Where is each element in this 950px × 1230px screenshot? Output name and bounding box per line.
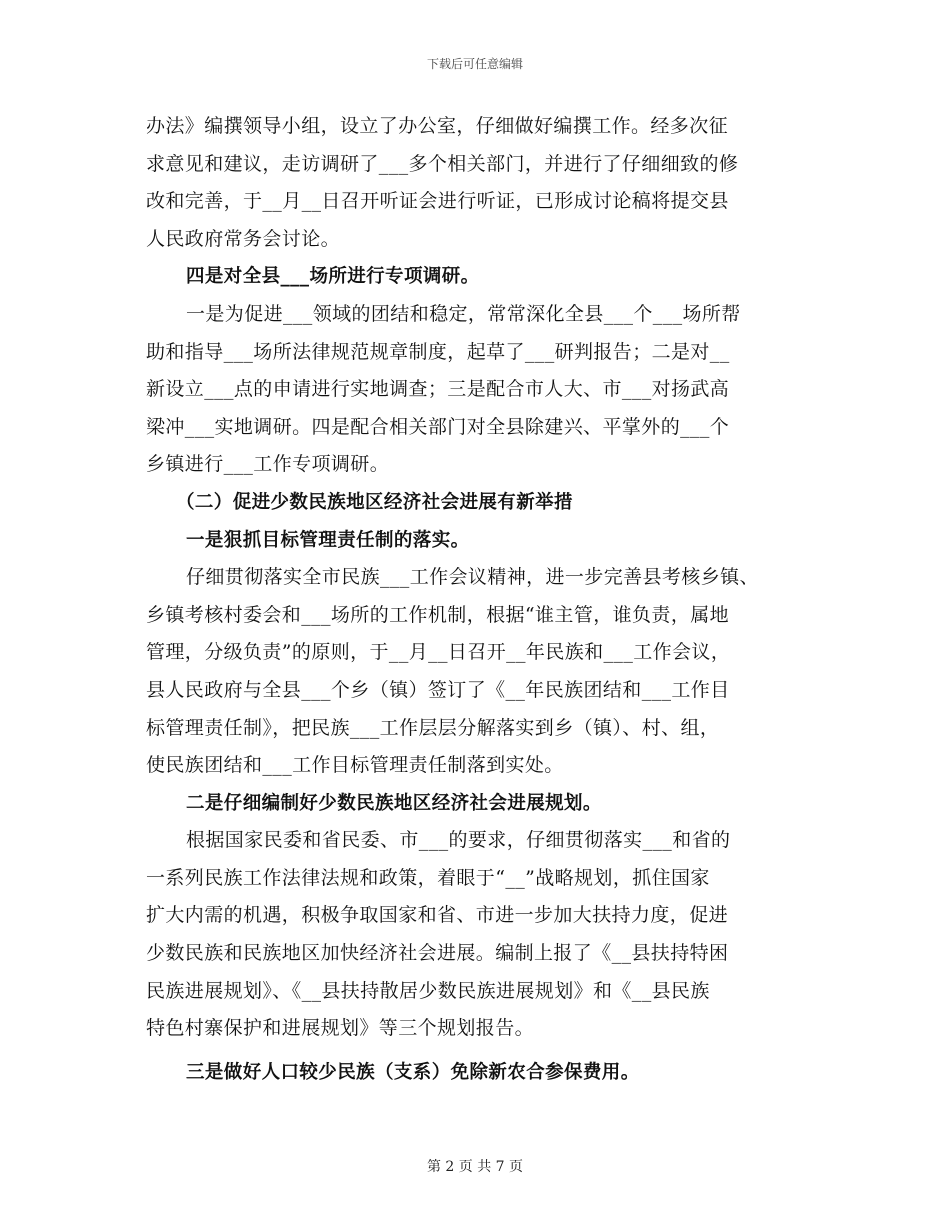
section-heading: （二）促进少数民族地区经济社会进展有新举措 — [176, 491, 573, 513]
body-line: 扩大内需的机遇，积极争取国家和省、市进一步加大扶持力度，促进 — [146, 904, 729, 927]
body-line: 管理，分级负责”的原则，于__月__日召开__年民族和___工作会议， — [146, 641, 731, 664]
body-line: 标管理责任制》，把民族___工作层层分解落实到乡（镇）、村、组， — [146, 716, 720, 739]
page-header: 下载后可任意编辑 — [426, 57, 523, 71]
section-heading: 四是对全县___场所进行专项调研。 — [186, 266, 480, 288]
body-line: 求意见和建议，走访调研了___多个相关部门，并进行了仔细细致的修 — [146, 152, 739, 175]
body-line: 人民政府常务会讨论。 — [146, 227, 341, 250]
section-heading: 二是仔细编制好少数民族地区经济社会进展规划。 — [186, 792, 602, 814]
body-line: 特色村寨保护和进展规划》等三个规划报告。 — [146, 1017, 535, 1040]
body-line: 民族进展规划》、《__县扶持散居少数民族进展规划》和《__县民族 — [146, 979, 710, 1002]
body-line: 改和完善，于__月__日召开听证会进行听证，已形成讨论稿将提交县 — [146, 190, 729, 213]
body-line: 梁冲___实地调研。四是配合相关部门对全县除建兴、平掌外的___个 — [146, 415, 730, 438]
body-line: 新设立___点的申请进行实地调查；三是配合市人大、市___对扬武高 — [146, 378, 730, 401]
section-heading: 三是做好人口较少民族（支系）免除新农合参保费用。 — [186, 1061, 640, 1083]
document-body — [146, 108, 806, 1091]
body-line: 助和指导___场所法律规范规章制度，起草了___研判报告；二是对__ — [146, 340, 730, 363]
body-line: 乡镇进行___工作专项调研。 — [146, 453, 390, 476]
body-line: 根据国家民委和省民委、市___的要求，仔细贯彻落实___和省的 — [186, 829, 731, 852]
body-line: 一系列民族工作法律法规和政策，着眼于“__”战略规划，抓住国家 — [146, 866, 710, 889]
body-line: 使民族团结和___工作目标管理责任制落到实处。 — [146, 754, 564, 777]
body-line: 仔细贯彻落实全市民族___工作会议精神，进一步完善县考核乡镇、 — [186, 566, 759, 589]
body-line: 少数民族和民族地区加快经济社会进展。编制上报了《__县扶持特困 — [146, 942, 729, 965]
body-line: 乡镇考核村委会和___场所的工作机制，根据“谁主管，谁负责，属地 — [146, 603, 730, 626]
body-line: 办法》编撰领导小组，设立了办公室，仔细做好编撰工作。经多次征 — [146, 115, 729, 137]
section-heading: 一是狠抓目标管理责任制的落实。 — [186, 529, 470, 551]
body-line: 一是为促进___领域的团结和稳定，常常深化全县___个___场所帮 — [186, 302, 741, 325]
page-number-footer: 第 2 页 共 7 页 — [426, 1159, 524, 1175]
body-line: 县人民政府与全县___个乡（镇）签订了《__年民族团结和___工作目 — [146, 678, 730, 701]
